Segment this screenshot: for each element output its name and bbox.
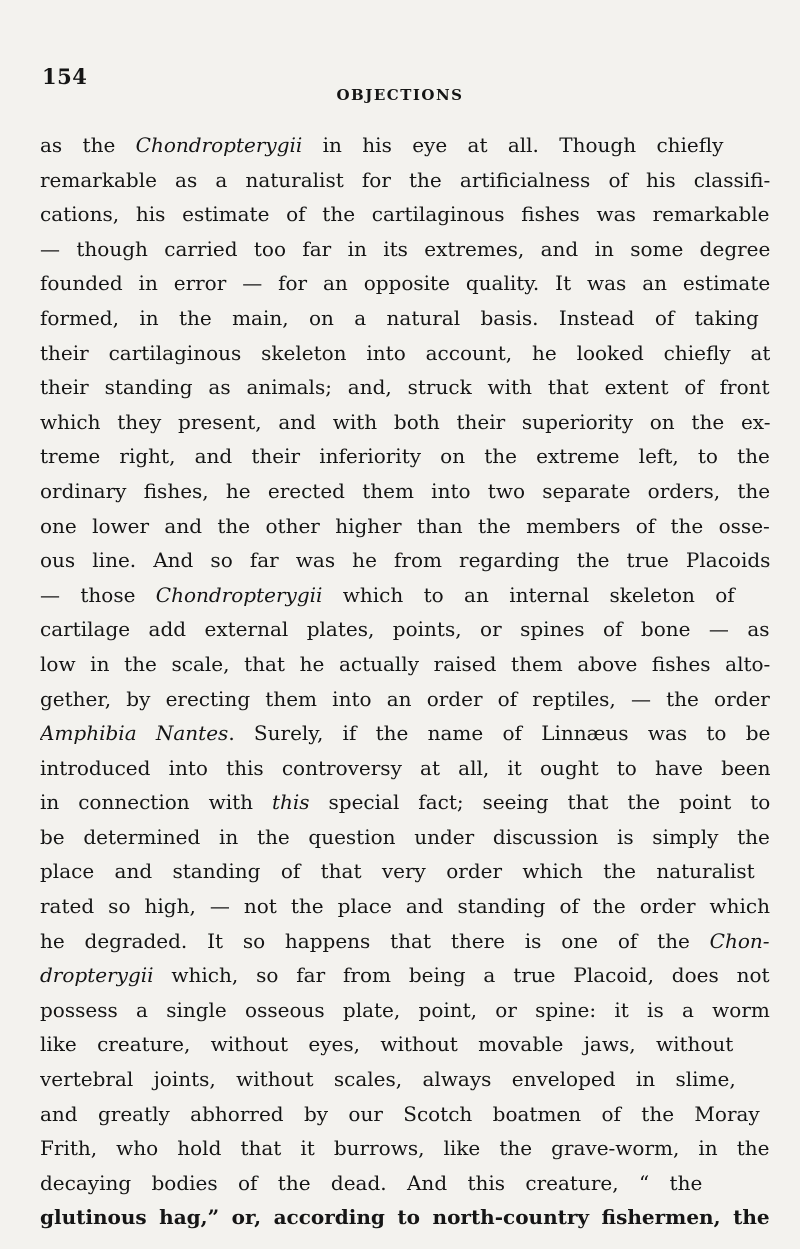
text-run: special fact; seeing that the point to [309, 790, 770, 815]
text-run: Frith, who hold that it burrows, like the grave-worm, in the [40, 1136, 770, 1161]
text-run: Chon- [709, 928, 770, 953]
text-line [40, 370, 770, 405]
text-line [40, 232, 770, 267]
text-run: glutinous hag,” or, according to north-country fishermen, the [40, 1205, 770, 1230]
text-run: rated so high, — not the place and standing of the order which [40, 894, 770, 919]
text-line [40, 163, 770, 198]
text-run: vertebral joints, without scales, always enveloped in slime, [40, 1067, 736, 1092]
text-run: and greatly abhorred by our Scotch boatmen of the Moray [40, 1101, 760, 1126]
text-run: ordinary fishes, he erected them into two separate orders, the [40, 478, 770, 503]
text-line [40, 1097, 770, 1132]
text-line [40, 1131, 770, 1166]
text-run: this [271, 790, 310, 815]
text-run: possess a single osseous plate, point, or spine: it is a worm [40, 997, 770, 1022]
text-line [40, 785, 770, 820]
text-run: . Surely, if the name of Linnæus was to be [228, 721, 770, 746]
text-run: dropterygii [40, 963, 154, 988]
text-run: their cartilaginous skeleton into account, he looked chiefly at [40, 340, 770, 365]
text-line [40, 647, 770, 682]
text-run: cartilage add external plates, points, or spines of bone — as [40, 617, 770, 642]
text-run: gether, by erecting them into an order of reptiles, — the order [40, 686, 770, 711]
text-line [40, 509, 770, 544]
text-run: one lower and the other higher than the members of the osse- [40, 513, 770, 538]
text-line [40, 266, 770, 301]
text-run: which they present, and with both their superiority on the ex- [40, 409, 770, 434]
text-run: formed, in the main, on a natural basis. Instead of taking [40, 305, 759, 330]
text-run: in connection with [40, 790, 272, 815]
text-run: their standing as animals; and, struck with that extent of front [40, 375, 770, 400]
text-run: like creature, without eyes, without movable jaws, without [40, 1032, 734, 1057]
text-run: as the [40, 133, 136, 157]
text-line [40, 301, 770, 336]
text-run: ous line. And so far was he from regarding the true Placoids [40, 548, 770, 573]
text-run: introduced into this controversy at all, it ought to have been [40, 755, 770, 780]
text-line [40, 439, 770, 474]
text-line [40, 682, 770, 717]
text-run: Chondropterygii [155, 582, 323, 607]
text-line [40, 128, 770, 163]
body-text [40, 128, 770, 1235]
running-head: OBJECTIONS [336, 86, 464, 104]
text-run: remarkable as a naturalist for the artificialness of his classifi- [40, 167, 770, 192]
text-run: — those [40, 582, 156, 607]
text-line [40, 820, 770, 855]
text-run: which to an internal skeleton of [322, 582, 735, 607]
text-run: low in the scale, that he actually raised them above fishes alto- [40, 651, 770, 676]
text-run: place and standing of that very order which the naturalist [40, 859, 755, 884]
text-line [40, 543, 770, 578]
text-line [40, 958, 770, 993]
text-line [40, 889, 770, 924]
text-line [40, 405, 770, 440]
text-run: which, so far from being a true Placoid, does not [153, 963, 770, 988]
text-run: he degraded. It so happens that there is one of the [40, 928, 710, 953]
text-run: cations, his estimate of the cartilaginous fishes was remarkable [40, 202, 770, 227]
text-line [40, 1027, 770, 1062]
text-line [40, 336, 770, 371]
text-line [40, 854, 770, 889]
text-run: treme right, and their inferiority on the extreme left, to the [40, 444, 770, 469]
text-line [40, 1200, 770, 1235]
text-line [40, 578, 770, 613]
text-run: — though carried too far in its extremes, and in some degree [40, 236, 770, 261]
text-line [40, 924, 770, 959]
text-line [40, 716, 770, 751]
text-line [40, 1062, 770, 1097]
text-line [40, 474, 770, 509]
text-run: Chondropterygii [135, 133, 303, 157]
text-run: founded in error — for an opposite quality. It was an estimate [40, 271, 770, 296]
text-line [40, 612, 770, 647]
text-line [40, 751, 770, 786]
text-line [40, 993, 770, 1028]
text-run: Amphibia Nantes [40, 721, 229, 746]
text-run: in his eye at all. Though chiefly [302, 133, 724, 157]
text-run: decaying bodies of the dead. And this creature, “ the [40, 1170, 703, 1195]
text-line [40, 1166, 770, 1201]
text-line [40, 197, 770, 232]
text-run: be determined in the question under discussion is simply the [40, 824, 770, 849]
page-number: 154 [42, 64, 88, 89]
